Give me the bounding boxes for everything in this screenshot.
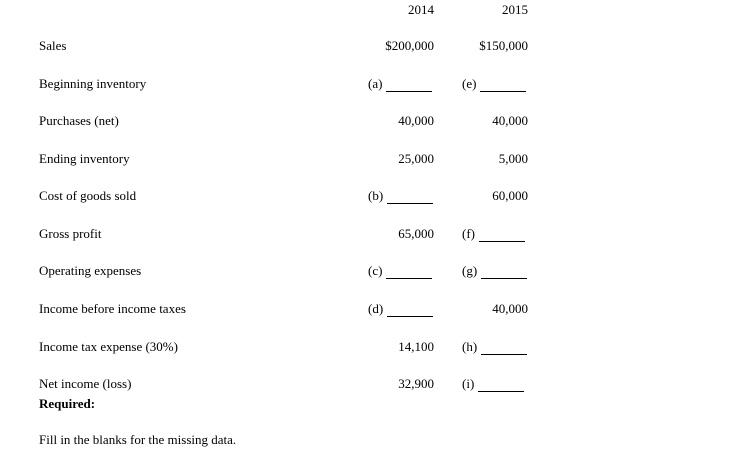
blank-2015-income-tax-expense bbox=[462, 339, 527, 355]
blank-marker: (a) bbox=[368, 76, 383, 91]
blank-marker: (b) bbox=[368, 188, 384, 203]
blank-marker: (i) bbox=[462, 376, 475, 391]
value-2014-purchases: 40,000 bbox=[398, 113, 434, 128]
value-2015-purchases: 40,000 bbox=[492, 113, 528, 128]
row-label-income-before-taxes: Income before income taxes bbox=[39, 301, 186, 316]
blank-2015-operating-expenses bbox=[462, 263, 527, 279]
blank-2014-cost-of-goods-sold bbox=[368, 188, 433, 204]
value-2015-ending-inventory: 5,000 bbox=[498, 151, 528, 166]
row-label-net-income: Net income (loss) bbox=[39, 376, 132, 391]
value-2014-gross-profit: 65,000 bbox=[398, 226, 434, 241]
row-label-ending-inventory: Ending inventory bbox=[39, 151, 130, 166]
value-2014-net-income: 32,900 bbox=[398, 376, 434, 391]
blank-2014-income-before-taxes bbox=[368, 301, 433, 317]
row-label-beginning-inventory: Beginning inventory bbox=[39, 76, 147, 91]
row-label-operating-expenses: Operating expenses bbox=[39, 263, 142, 278]
blank-marker: (h) bbox=[462, 339, 478, 354]
value-2014-ending-inventory: 25,000 bbox=[398, 151, 434, 166]
blank-line bbox=[481, 266, 527, 279]
blank-marker: (d) bbox=[368, 301, 384, 316]
blank-line bbox=[480, 79, 526, 92]
blank-marker: (c) bbox=[368, 263, 383, 278]
blank-2014-operating-expenses bbox=[368, 263, 432, 279]
row-label-income-tax-expense: Income tax expense (30%) bbox=[39, 339, 178, 354]
blank-2015-beginning-inventory bbox=[462, 76, 526, 92]
blank-line bbox=[386, 79, 432, 92]
value-2015-cost-of-goods-sold: 60,000 bbox=[492, 188, 528, 203]
row-label-sales: Sales bbox=[39, 38, 67, 53]
blank-2015-net-income bbox=[462, 376, 524, 392]
blank-marker: (f) bbox=[462, 226, 475, 241]
blank-line bbox=[386, 266, 432, 279]
blank-marker: (g) bbox=[462, 263, 478, 278]
blank-line bbox=[481, 342, 527, 355]
required-heading: Required: bbox=[39, 396, 96, 411]
value-2015-income-before-taxes: 40,000 bbox=[492, 301, 528, 316]
value-2015-sales: $150,000 bbox=[479, 38, 528, 53]
row-label-cost-of-goods-sold: Cost of goods sold bbox=[39, 188, 137, 203]
blank-line bbox=[387, 304, 433, 317]
value-2014-sales: $200,000 bbox=[385, 38, 434, 53]
column-header-2014: 2014 bbox=[408, 2, 434, 17]
blank-marker: (e) bbox=[462, 76, 477, 91]
blank-2015-gross-profit bbox=[462, 226, 525, 242]
value-2014-income-tax-expense: 14,100 bbox=[398, 339, 434, 354]
required-instruction: Fill in the blanks for the missing data. bbox=[39, 432, 237, 447]
blank-line bbox=[478, 379, 524, 392]
row-label-purchases: Purchases (net) bbox=[39, 113, 119, 128]
row-label-gross-profit: Gross profit bbox=[39, 226, 102, 241]
blank-line bbox=[479, 229, 525, 242]
column-header-2015: 2015 bbox=[502, 2, 528, 17]
blank-2014-beginning-inventory bbox=[368, 76, 432, 92]
blank-line bbox=[387, 191, 433, 204]
